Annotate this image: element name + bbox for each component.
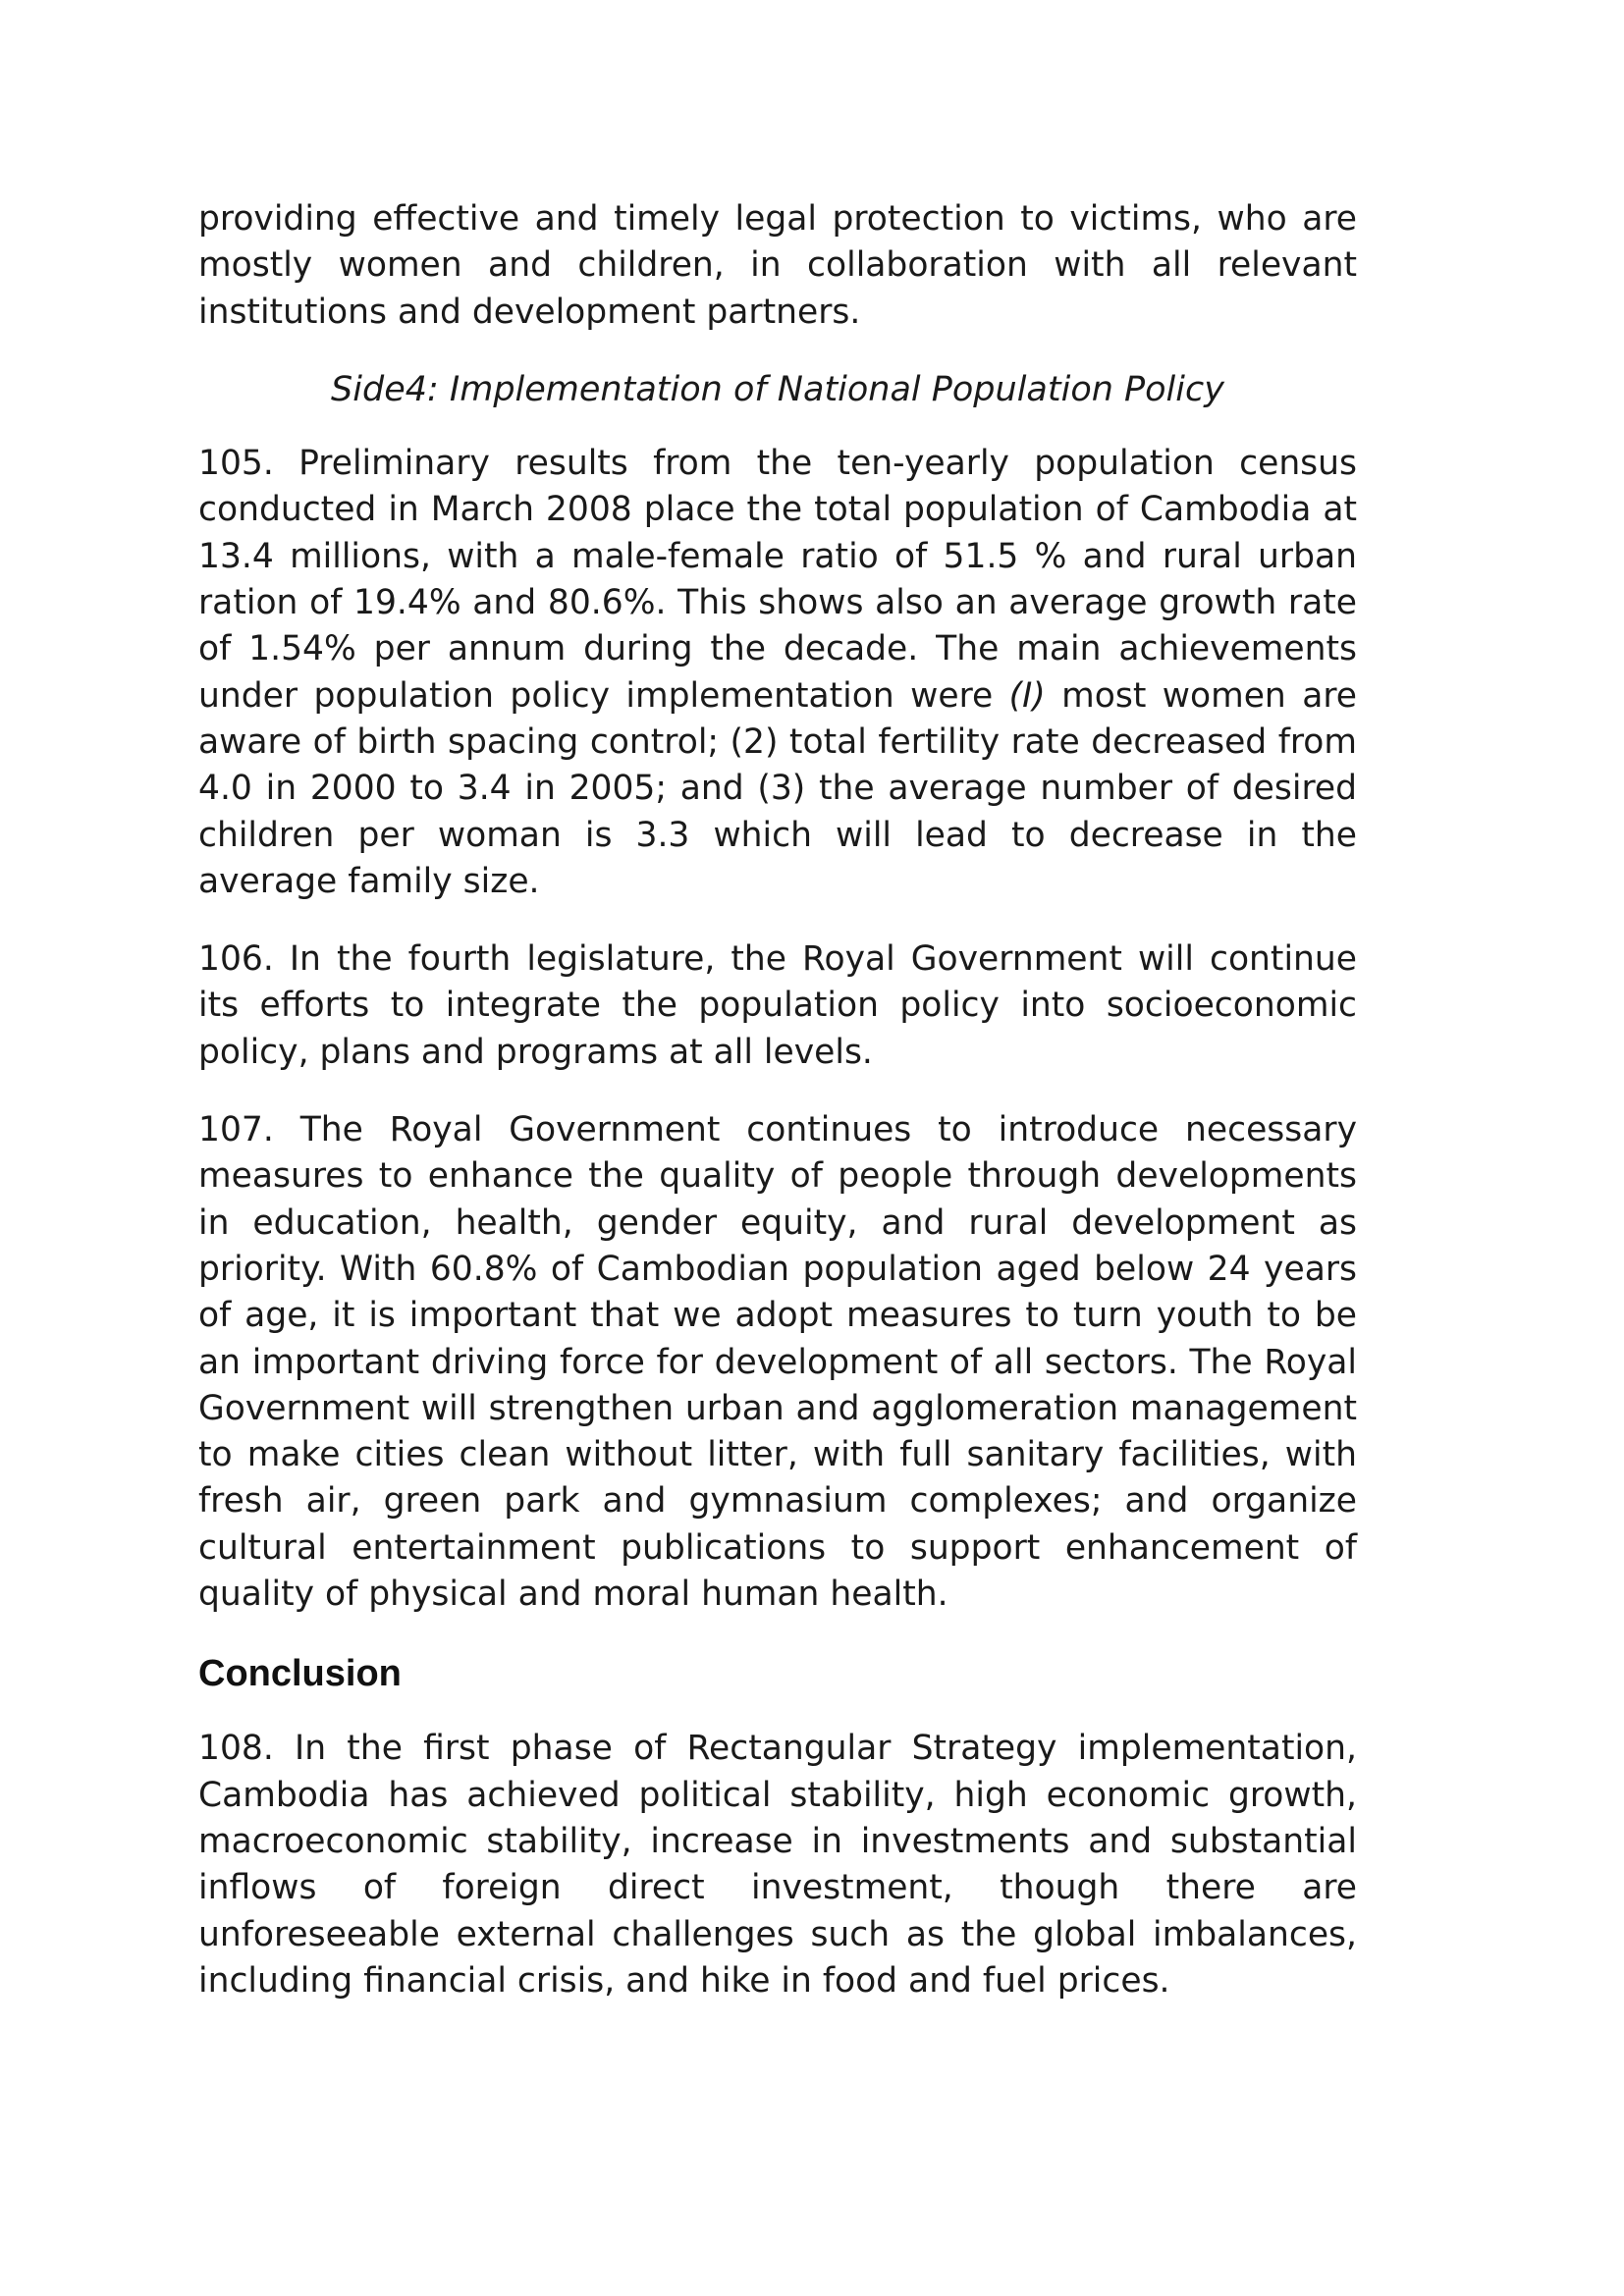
continuation-paragraph: providing effective and timely legal protection to victims, who are mostly women and children, in collaboration with all relevant institutions and development partners. xyxy=(198,199,1357,332)
paragraph-105 xyxy=(198,441,1357,905)
paragraph-108: 108. In the first phase of Rectangular Strategy implementation, Cambodia has achieved political stability, high economic growth, macroeconomic stability, increase in investments and substantial inflows of foreign direct investment, though there are unforeseeable external challenges such as the global imbalances, including financial crisis, and hike in food and fuel prices. xyxy=(198,1729,1357,2001)
paragraph-107: 107. The Royal Government continues to introduce necessary measures to enhance the quality of people through developments in education, health, gender equity, and rural development as priority. With 60.8% of Cambodian population aged below 24 years of age, it is important that we adopt measures to turn youth to be an important driving force for development of all sectors. The Royal Government will strengthen urban and agglomeration management to make cities clean without litter, with full sanitary facilities, with fresh air, green park and gymnasium complexes; and organize cultural entertainment publications to support enhancement of quality of physical and moral human health. xyxy=(198,1110,1357,1615)
conclusion-heading: Conclusion xyxy=(198,1653,402,1695)
paragraph-105-text-a: 105. Preliminary results from the ten-yearly population census conducted in March 2008 place the total population of Cambodia at 13.4 millions, with a male-female ratio of 51.5 % and rural urban ration of 19.4% and 80.6%. This shows also an average growth rate of 1.54% per annum during the decade. The main achievements under population policy implementation were xyxy=(198,444,1357,716)
paragraph-105-text-b: most women are aware of birth spacing control; (2) total fertility rate decreased from 4.0 in 2000 to 3.4 in 2005; and (3) the average number of desired children per woman is 3.3 which will lead to decrease in the average family size. xyxy=(198,675,1357,901)
paragraph-106: 106. In the fourth legislature, the Royal Government will continue its efforts to integrate the population policy into socioeconomic policy, plans and programs at all levels. xyxy=(198,939,1357,1072)
paragraph-105-italic-marker: (I) xyxy=(1008,675,1046,716)
section-subheading: Side4: Implementation of National Population Policy xyxy=(331,369,1224,409)
document-page xyxy=(198,196,1357,2036)
